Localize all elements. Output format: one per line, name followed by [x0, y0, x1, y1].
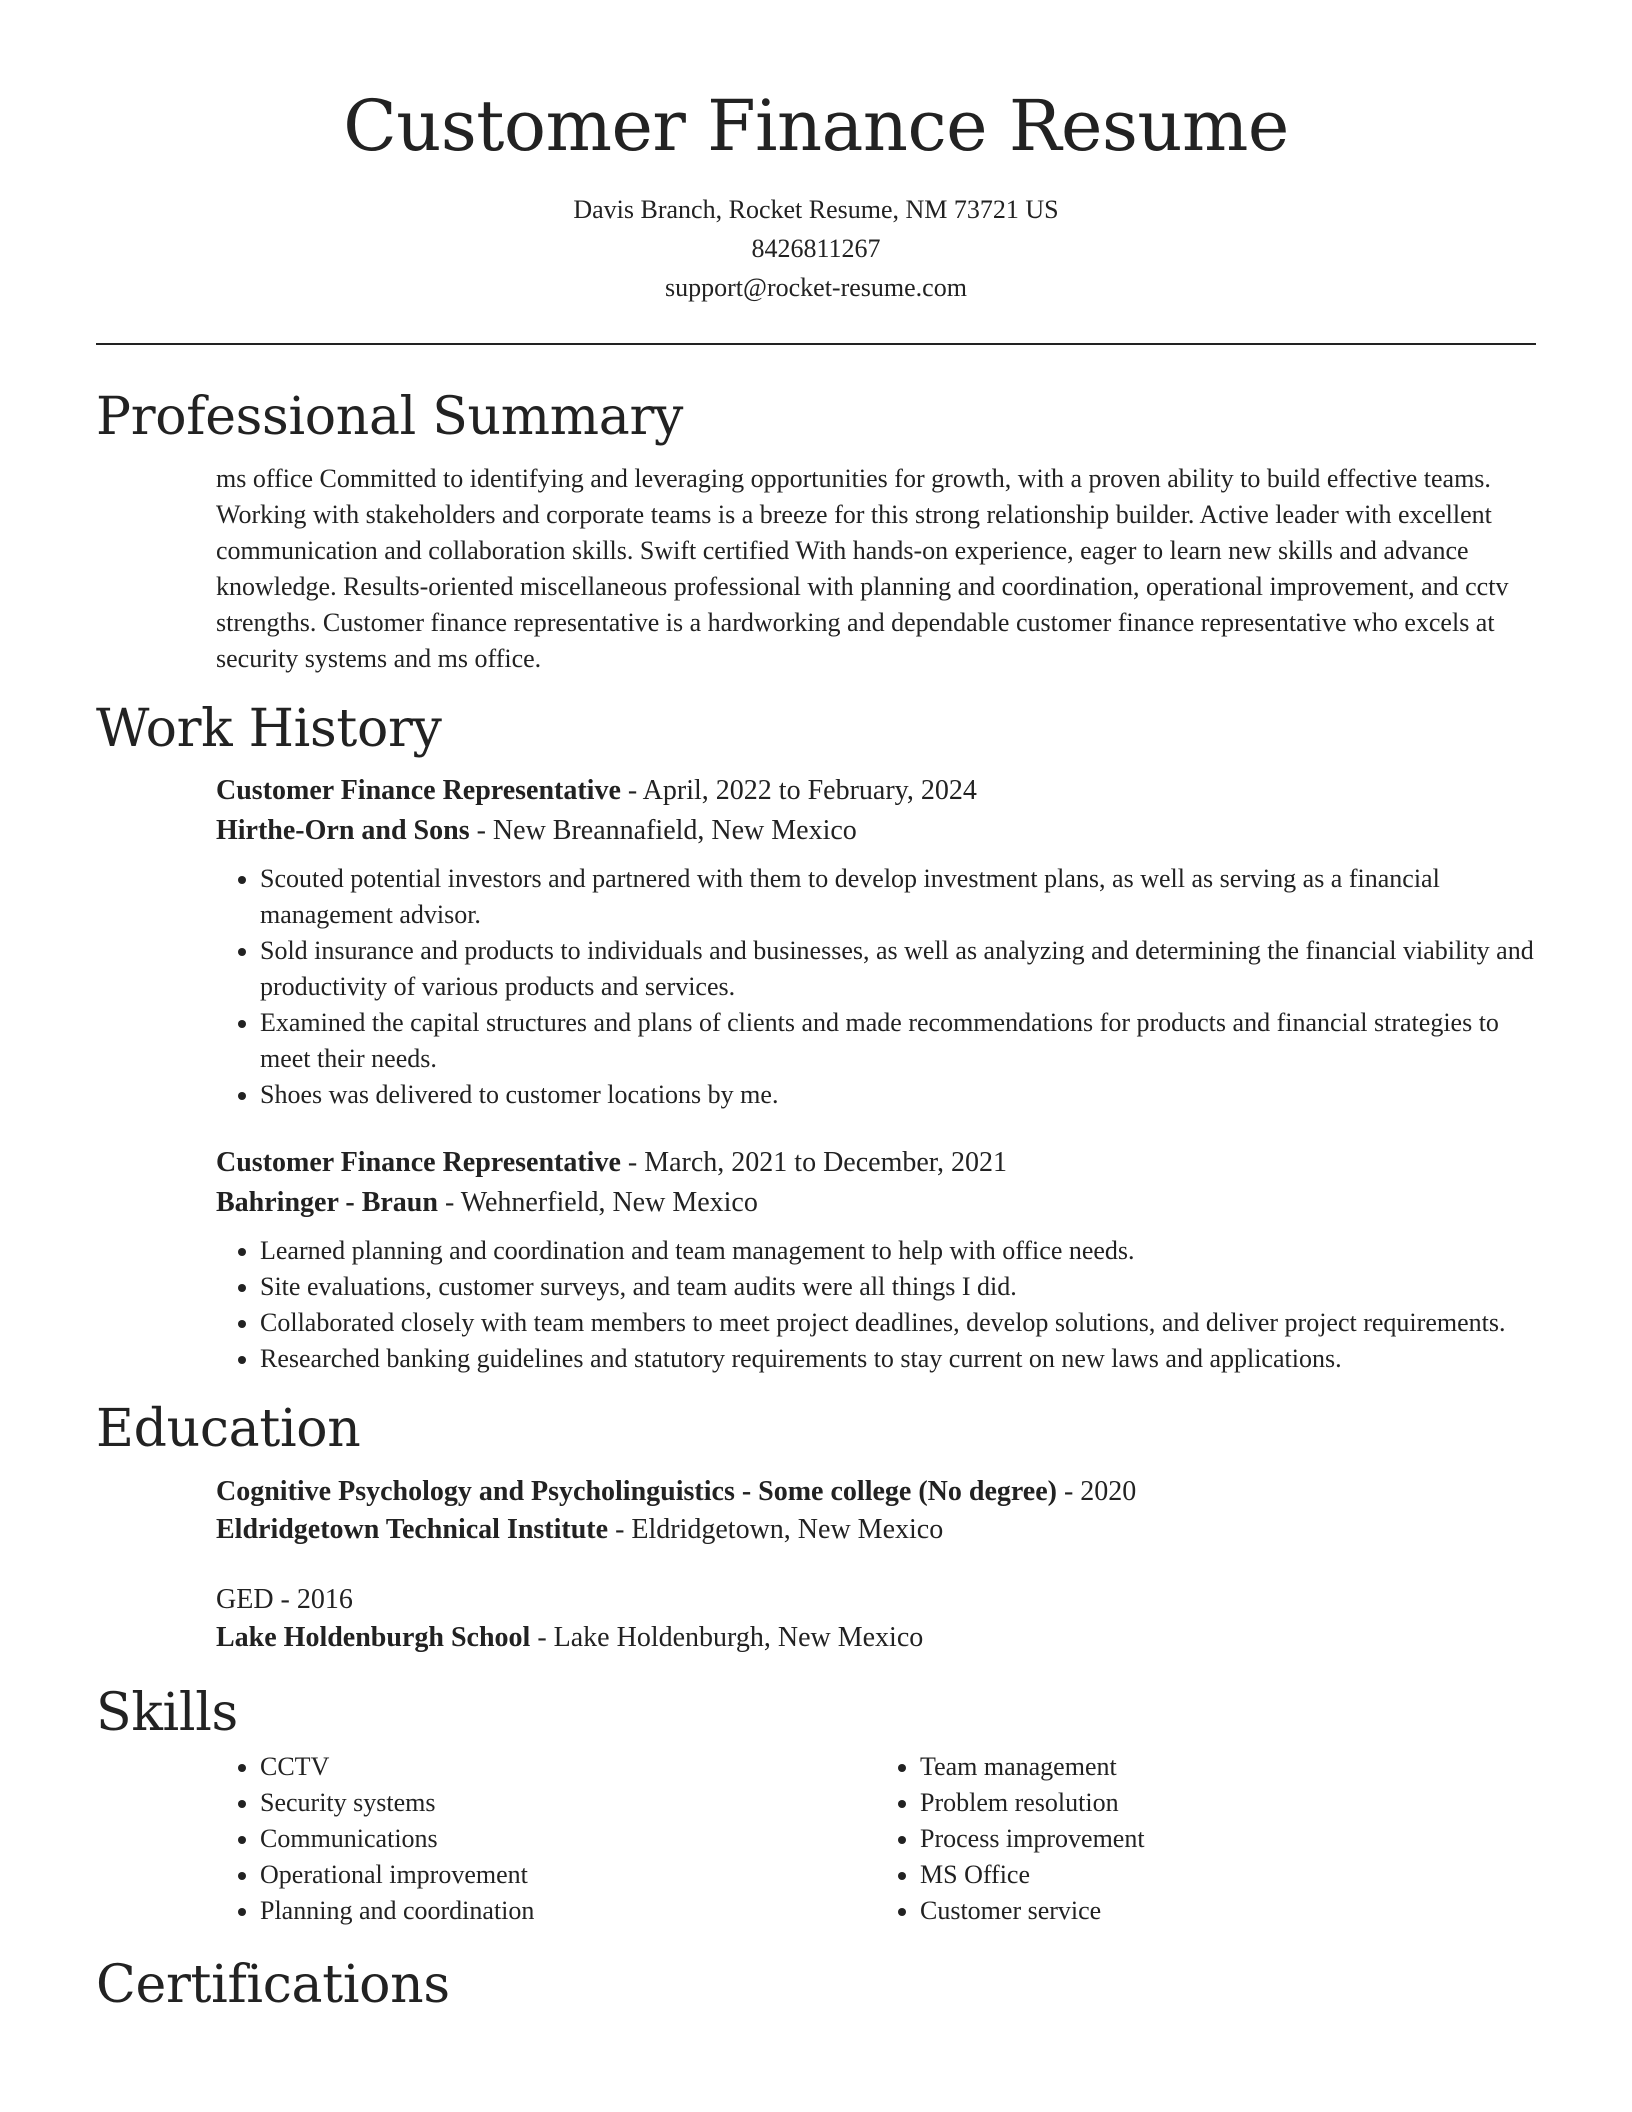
list-item: • Problem resolution [920, 1785, 1536, 1821]
list-item: • CCTV [260, 1749, 876, 1785]
job-title: Customer Finance Representative [216, 1147, 621, 1178]
list-item: • Site evaluations, customer surveys, and team audits were all things I did. [260, 1269, 1536, 1305]
list-item: • Security systems [260, 1785, 876, 1821]
list-item: • Communications [260, 1821, 876, 1857]
skills-grid [216, 1749, 1536, 1929]
education-heading: Education [96, 1399, 361, 1459]
list-item: • Customer service [920, 1893, 1536, 1929]
education-section [216, 1473, 1536, 1657]
list-item: • Operational improvement [260, 1857, 876, 1893]
job-company-line [216, 1183, 1536, 1223]
education-entry [216, 1581, 1536, 1657]
education-location: - Lake Holdenburgh, New Mexico [530, 1622, 924, 1653]
education-year: - 2020 [1056, 1476, 1137, 1507]
resume-title: Customer Finance Resume [343, 85, 1289, 167]
skills-column-left [216, 1749, 876, 1929]
job-bullets [216, 1233, 1536, 1377]
list-item: • Learned planning and coordination and team management to help with office needs. [260, 1233, 1536, 1269]
list-item: • MS Office [920, 1857, 1536, 1893]
education-degree: GED [216, 1584, 274, 1615]
job-dates: - April, 2022 to February, 2024 [620, 775, 977, 806]
list-item: • Shoes was delivered to customer locations by me. [260, 1077, 1536, 1113]
summary-heading: Professional Summary [96, 387, 684, 447]
job-company: Hirthe-Orn and Sons [216, 815, 470, 846]
job-entry [216, 1143, 1536, 1377]
education-year: - 2016 [273, 1584, 353, 1615]
job-title-line [216, 1143, 1536, 1183]
contact-address: Davis Branch, Rocket Resume, NM 73721 US [573, 195, 1059, 224]
list-item: • Sold insurance and products to individuals and businesses, as well as analyzing and determining the financial viability and productivity of various products and services. [260, 933, 1536, 1005]
job-title: Customer Finance Representative [216, 775, 621, 806]
education-degree-line [216, 1581, 1536, 1619]
education-school-line [216, 1619, 1536, 1657]
list-item: • Examined the capital structures and plans of clients and made recommendations for products and financial strategies to meet their needs. [260, 1005, 1536, 1077]
job-title-line [216, 771, 1536, 811]
list-item: • Process improvement [920, 1821, 1536, 1857]
job-company-line [216, 811, 1536, 851]
summary-text: ms office Committed to identifying and leveraging opportunities for growth, with a proven ability to build effective teams. Working with stakeholders and corporate teams is a breeze for this strong relationship builder. Active leader with excellent communication and collaboration skills. Swift certified With hands-on experience, eager to learn new skills and advance knowledge. Results-oriented miscellaneous professional with planning and coordination, operational improvement, and cctv strengths. Customer finance representative is a hardworking and dependable customer finance representative who excels at security systems and ms office. [216, 464, 1509, 673]
education-entry [216, 1473, 1536, 1549]
list-item: • Collaborated closely with team members to meet project deadlines, develop solutions, and deliver project requirements. [260, 1305, 1536, 1341]
list-item: • Researched banking guidelines and statutory requirements to stay current on new laws and applications. [260, 1341, 1536, 1377]
contact-email: support@rocket-resume.com [665, 273, 967, 302]
summary-section [216, 461, 1536, 677]
job-location: - Wehnerfield, New Mexico [437, 1187, 758, 1218]
skills-column-right [876, 1749, 1536, 1929]
education-degree: Cognitive Psychology and Psycholinguistics - Some college (No degree) [216, 1476, 1057, 1507]
certifications-heading: Certifications [96, 1955, 450, 2015]
contact-phone: 8426811267 [751, 234, 881, 263]
list-item: • Team management [920, 1749, 1536, 1785]
skills-section [216, 1749, 1536, 1929]
resume-page [96, 0, 1536, 2015]
list-item: • Planning and coordination [260, 1893, 876, 1929]
work-history-heading: Work History [96, 699, 442, 759]
header-divider [96, 343, 1536, 345]
skills-heading: Skills [96, 1683, 238, 1743]
job-location: - New Breannafield, New Mexico [469, 815, 857, 846]
job-bullets [216, 861, 1536, 1113]
list-item: • Scouted potential investors and partnered with them to develop investment plans, as well as serving as a financial management advisor. [260, 861, 1536, 933]
job-entry [216, 771, 1536, 1113]
education-location: - Eldridgetown, New Mexico [608, 1514, 944, 1545]
education-school: Lake Holdenburgh School [216, 1622, 531, 1653]
job-company: Bahringer - Braun [216, 1187, 438, 1218]
work-history-section [216, 771, 1536, 1377]
education-school: Eldridgetown Technical Institute [216, 1514, 609, 1545]
job-dates: - March, 2021 to December, 2021 [620, 1147, 1007, 1178]
education-degree-line [216, 1473, 1536, 1511]
contact-block [96, 190, 1536, 307]
education-school-line [216, 1511, 1536, 1549]
